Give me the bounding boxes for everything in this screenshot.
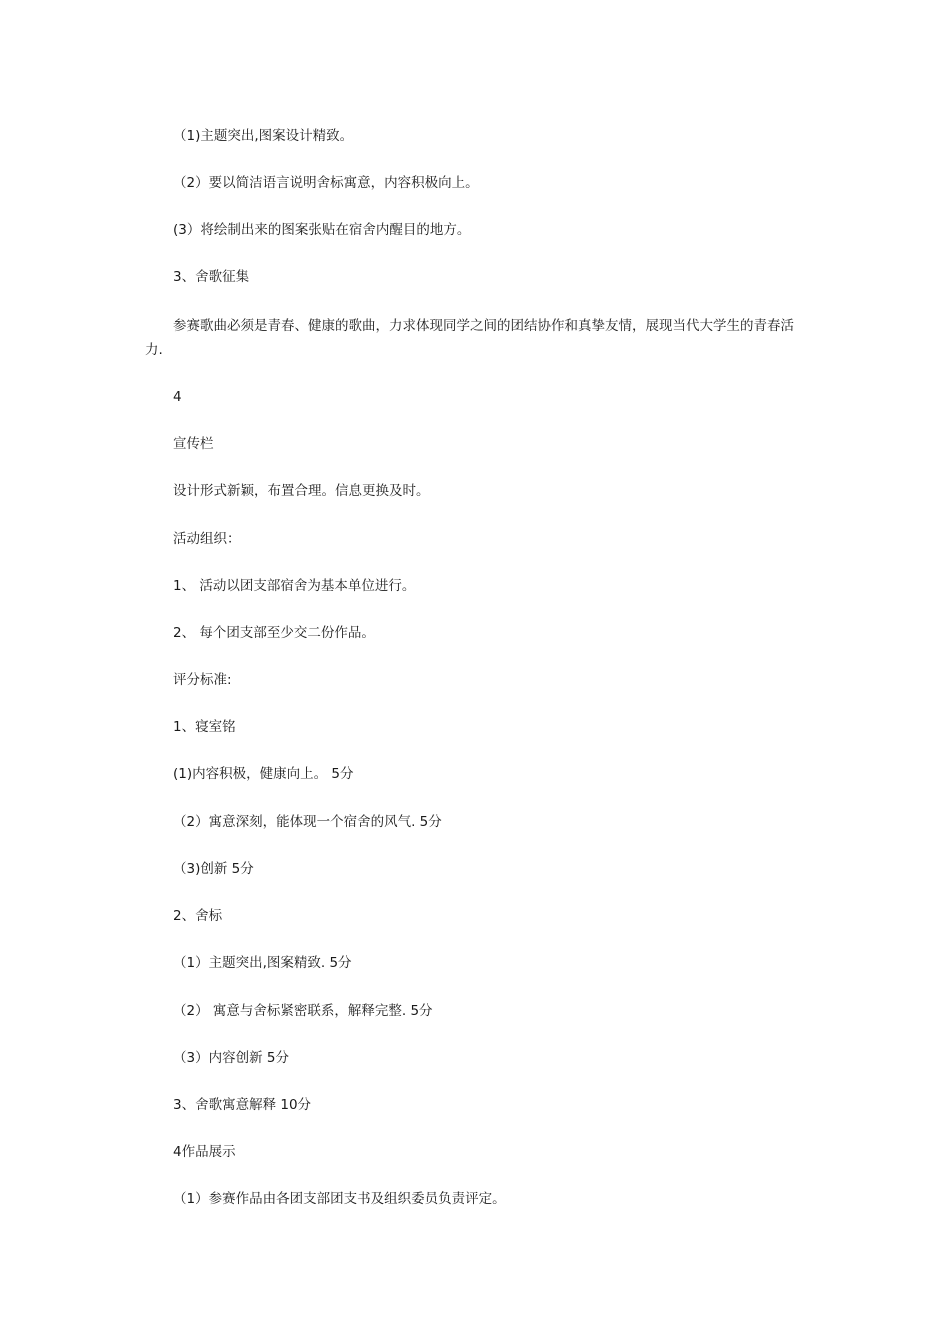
section-heading: 2、舍标 [173,908,223,924]
text-line: 4 [173,389,182,405]
text-paragraph: 参赛歌曲必须是青春、健康的歌曲，力求体现同学之间的团结协作和真挚友情，展现当代大学生的青春活力. [145,318,794,358]
text-line: (3）将绘制出来的图案张贴在宿舍内醒目的地方。 [173,222,471,238]
text-line: （2）寓意深刻，能体现一个宿舍的风气. 5分 [173,814,442,830]
text-line: （2） 寓意与舍标紧密联系，解释完整. 5分 [173,1003,433,1019]
text-line: （1)主题突出,图案设计精致。 [173,128,354,144]
text-line: （3）内容创新 5分 [173,1050,289,1066]
section-heading: 4作品展示 [173,1144,236,1160]
text-line: 设计形式新颖，布置合理。信息更换及时。 [173,483,430,499]
section-heading: 宣传栏 [173,436,214,452]
section-heading: 1、寝室铭 [173,719,236,735]
text-line: 2、 每个团支部至少交二份作品。 [173,625,375,641]
text-line: 1、 活动以团支部宿舍为基本单位进行。 [173,578,416,594]
section-heading: 3、舍歌征集 [173,269,250,285]
text-line: (1)内容积极，健康向上。 5分 [173,766,354,782]
text-line: （2）要以简洁语言说明舍标寓意，内容积极向上。 [173,175,479,191]
text-line: （3)创新 5分 [173,861,254,877]
text-line: （1）主题突出,图案精致. 5分 [173,955,352,971]
section-heading: 3、舍歌寓意解释 10分 [173,1097,312,1113]
section-heading: 活动组织： [173,531,241,547]
section-heading: 评分标准: [173,672,232,688]
text-line: （1）参赛作品由各团支部团支书及组织委员负责评定。 [173,1191,506,1207]
